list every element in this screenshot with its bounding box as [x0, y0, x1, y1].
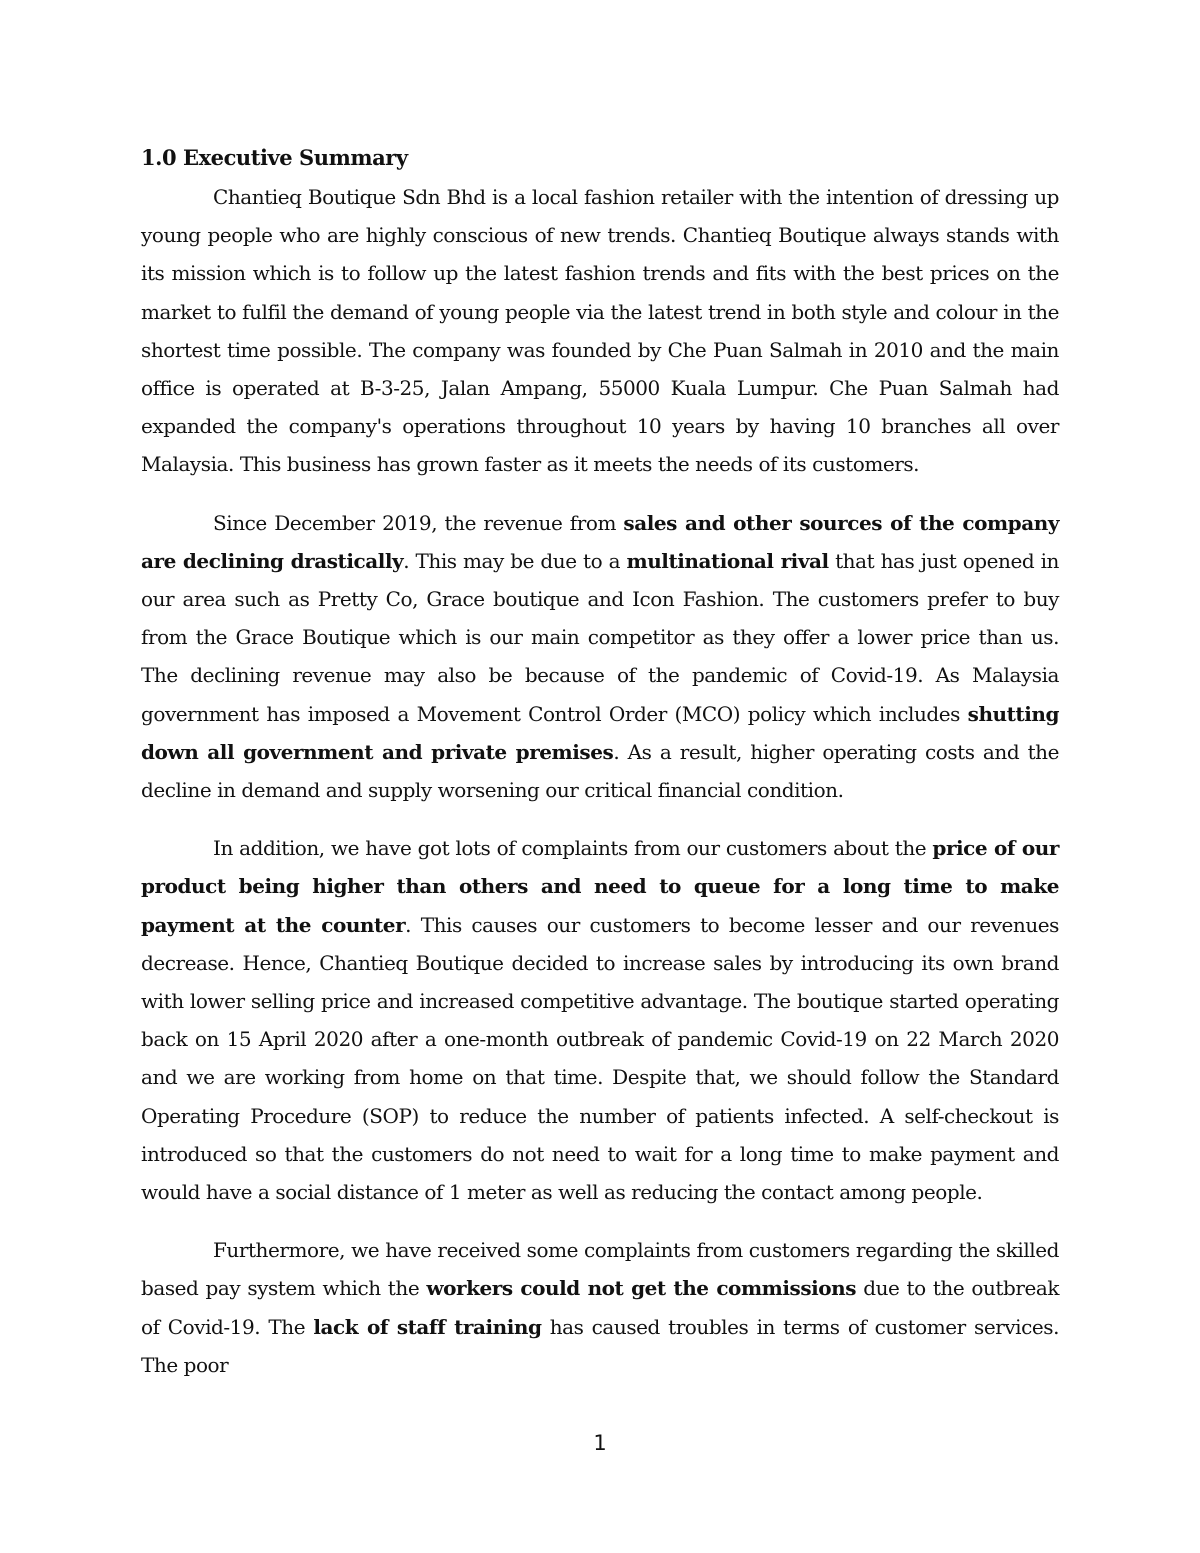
- emphasis-text: multinational rival: [626, 548, 829, 573]
- paragraph-text: . As a result, higher operating costs and the decline in demand and supply worsening our critical financial condition.: [141, 739, 1059, 803]
- document-body: [141, 138, 1059, 1404]
- emphasis-text: shutting down all government and private premises: [141, 701, 1059, 764]
- page-number: 1: [593, 1431, 607, 1455]
- emphasis-text: price of our product being higher than others and need to queue for a long time to make payment at the counter: [141, 836, 1059, 937]
- paragraph-text: . This causes our customers to become lesser and our revenues decrease. Hence, Chantieq Boutique decided to increase sales by introducing its own brand with lower selling price and increased competitive advantage. The boutique started operating back on 15 April 2020 after a one-month outbreak of pandemic Covid-19 on 22 March 2020 and we are working from home on that time. Despite that, we should follow the Standard Operating Procedure (SOP) to reduce the number of patients infected. A self-checkout is introduced so that the customers do not need to wait for a long time to make payment and would have a social distance of 1 meter as well as reducing the contact among people.: [141, 912, 1059, 1205]
- paragraph-text: has caused troubles in terms of customer services. The poor: [141, 1314, 1059, 1377]
- paragraph-text: that has just opened in our area such as Pretty Co, Grace boutique and Icon Fashion. The customers prefer to buy from the Grace Boutique which is our main competitor as they offer a lower price than us. The declining revenue may also be because of the pandemic of Covid-19. As Malaysia government has imposed a Movement Control Order (MCO) policy which includes: [141, 548, 1059, 726]
- paragraph-text: Since December 2019, the revenue from: [213, 510, 624, 535]
- section-heading: 1.0 Executive Summary: [141, 145, 408, 170]
- emphasis-text: sales and other sources of the company are declining drastically: [141, 510, 1059, 573]
- paragraph-list: [141, 178, 1059, 1384]
- body-paragraph: [141, 178, 1059, 484]
- emphasis-text: workers could not get the commissions: [426, 1276, 857, 1301]
- paragraph-text: Furthermore, we have received some complaints from customers regarding the skilled based pay system which the: [141, 1238, 1059, 1301]
- body-paragraph: [141, 504, 1059, 810]
- emphasis-text: lack of staff training: [313, 1314, 542, 1339]
- body-paragraph: [141, 1231, 1059, 1384]
- paragraph-text: In addition, we have got lots of complaints from our customers about the: [213, 836, 933, 861]
- paragraph-text: . This may be due to a: [403, 548, 627, 573]
- body-paragraph: [141, 829, 1059, 1211]
- paragraph-text: due to the outbreak of Covid-19. The: [141, 1276, 1059, 1339]
- paragraph-text: Chantieq Boutique Sdn Bhd is a local fashion retailer with the intention of dressing up young people who are highly conscious of new trends. Chantieq Boutique always stands with its mission which is to follow up the latest fashion trends and fits with the best prices on the market to fulfil the demand of young people via the latest trend in both style and colour in the shortest time possible. The company was founded by Che Puan Salmah in 2010 and the main office is operated at B-3-25, Jalan Ampang, 55000 Kuala Lumpur. Che Puan Salmah had expanded the company's operations throughout 10 years by having 10 branches all over Malaysia. This business has grown faster as it meets the needs of its customers.: [141, 185, 1059, 477]
